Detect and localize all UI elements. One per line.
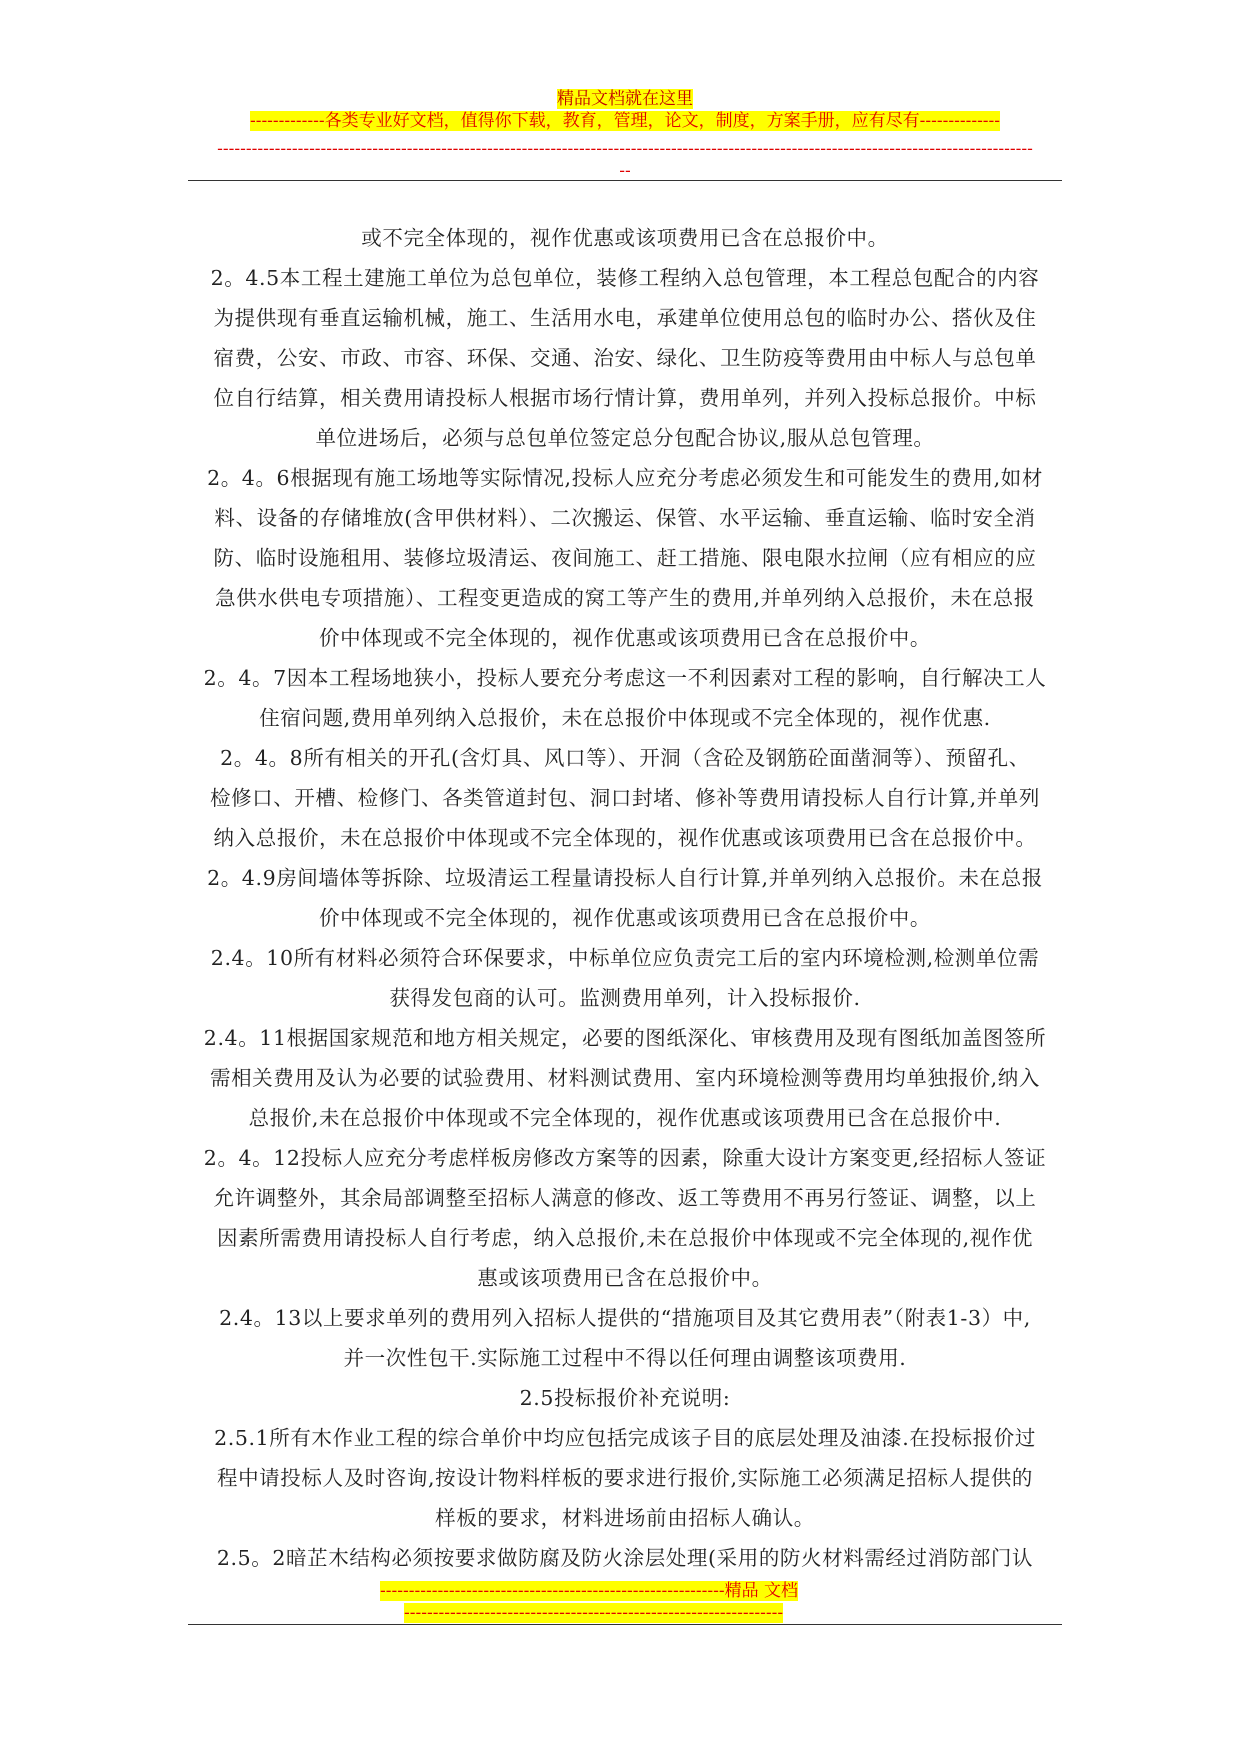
paragraph-line: 程中请投标人及时咨询,按设计物料样板的要求进行报价,实际施工必须满足招标人提供的	[216, 1466, 1034, 1490]
paragraph-line: 2。4。7因本工程场地狭小，投标人要充分考虑这一不利因素对工程的影响，自行解决工人	[203, 666, 1047, 690]
paragraph-line: 2.5.1所有木作业工程的综合单价中均应包括完成该子目的底层处理及油漆.在投标报价过	[214, 1426, 1036, 1450]
header-dash-line-2: --	[619, 161, 631, 181]
footer-divider	[188, 1624, 1062, 1625]
paragraph-line: 2。4.9房间墙体等拆除、垃圾清运工程量请投标人自行计算,并单列纳入总报价。未在总报	[207, 866, 1043, 890]
paragraph-line: 并一次性包干.实际施工过程中不得以任何理由调整该项费用.	[343, 1346, 907, 1370]
paragraph-line: 样板的要求，材料进场前由招标人确认。	[435, 1506, 815, 1530]
paragraph-line: 总报价,未在总报价中体现或不完全体现的，视作优惠或该项费用已含在总报价中.	[248, 1106, 1002, 1130]
footer-dash-line: ------------------------------------------------------------------	[404, 1603, 784, 1623]
footer-line: ------------------------------------------------------------精品 文档	[380, 1581, 799, 1601]
header-title: 精品文档就在这里	[557, 89, 693, 109]
header-dash-line: ----------------------------------------------------------------------------------------------------------------------------------------------	[217, 139, 1033, 159]
paragraph-line: 或不完全体现的，视作优惠或该项费用已含在总报价中。	[361, 226, 889, 250]
paragraph-line: 获得发包商的认可。监测费用单列，计入投标报价.	[389, 986, 861, 1010]
paragraph-line: 急供水供电专项措施）、工程变更造成的窝工等产生的费用,并单列纳入总报价，未在总报	[215, 586, 1035, 610]
paragraph-line: 2.5。2暗芷木结构必须按要求做防腐及防火涂层处理(采用的防火材料需经过消防部门认	[216, 1546, 1034, 1570]
paragraph-line: 住宿问题,费用单列纳入总报价，未在总报价中体现或不完全体现的，视作优惠.	[259, 706, 991, 730]
paragraph-line: 检修口、开槽、检修门、各类管道封包、洞口封堵、修补等费用请投标人自行计算,并单列	[209, 786, 1040, 810]
document-header	[188, 88, 1062, 182]
paragraph-line: 2。4.5本工程土建施工单位为总包单位，装修工程纳入总包管理，本工程总包配合的内容	[210, 266, 1040, 290]
paragraph-line: 需相关费用及认为必要的试验费用、材料测试费用、室内环境检测等费用均单独报价,纳入	[209, 1066, 1040, 1090]
paragraph-line: 2。4。12投标人应充分考虑样板房修改方案等的因素，除重大设计方案变更,经招标人签证	[203, 1146, 1047, 1170]
document-body	[188, 218, 1062, 1578]
paragraph-line: 料、设备的存储堆放(含甲供材料）、二次搬运、保管、水平运输、垂直运输、临时安全消	[214, 506, 1036, 530]
paragraph-line: 纳入总报价，未在总报价中体现或不完全体现的，视作优惠或该项费用已含在总报价中。	[213, 826, 1037, 850]
paragraph-line: 防、临时设施租用、装修垃圾清运、夜间施工、赶工措施、限电限水拉闸（应有相应的应	[213, 546, 1037, 570]
paragraph-line: 单位进场后，必须与总包单位签定总分包配合协议,服从总包管理。	[315, 426, 935, 450]
paragraph-line: 价中体现或不完全体现的，视作优惠或该项费用已含在总报价中。	[319, 906, 931, 930]
section-heading: 2.5投标报价补充说明:	[519, 1386, 731, 1410]
paragraph-line: 允许调整外，其余局部调整至招标人满意的修改、返工等费用不再另行签证、调整，以上	[213, 1186, 1037, 1210]
paragraph-line: 2.4。10所有材料必须符合环保要求，中标单位应负责完工后的室内环境检测,检测单位需	[210, 946, 1040, 970]
paragraph-line: 因素所需费用请投标人自行考虑，纳入总报价,未在总报价中体现或不完全体现的,视作优	[216, 1226, 1034, 1250]
paragraph-line: 位自行结算，相关费用请投标人根据市场行情计算，费用单列，并列入投标总报价。中标	[213, 386, 1037, 410]
header-divider	[188, 180, 1062, 181]
paragraph-line: 2。4。6根据现有施工场地等实际情况,投标人应充分考虑必须发生和可能发生的费用,如材	[207, 466, 1043, 490]
header-tagline: -------------各类专业好文档，值得你下载，教育，管理，论文，制度，方案手册，应有尽有--------------	[249, 111, 1001, 131]
paragraph-line: 价中体现或不完全体现的，视作优惠或该项费用已含在总报价中。	[319, 626, 931, 650]
paragraph-line: 宿费，公安、市政、市容、环保、交通、治安、绿化、卫生防疫等费用由中标人与总包单	[213, 346, 1037, 370]
paragraph-line: 2.4。11根据国家规范和地方相关规定，必要的图纸深化、审核费用及现有图纸加盖图签所	[203, 1026, 1047, 1050]
paragraph-line: 惠或该项费用已含在总报价中。	[477, 1266, 773, 1290]
paragraph-line: 2。4。8所有相关的开孔(含灯具、风口等）、开洞（含砼及钢筋砼面凿洞等）、预留孔、	[220, 746, 1030, 770]
paragraph-line: 为提供现有垂直运输机械，施工、生活用水电，承建单位使用总包的临时办公、搭伙及住	[213, 306, 1037, 330]
paragraph-line: 2.4。13以上要求单列的费用列入招标人提供的“措施项目及其它费用表”（附表1-3）中,	[219, 1306, 1031, 1330]
document-footer	[380, 1580, 850, 1624]
